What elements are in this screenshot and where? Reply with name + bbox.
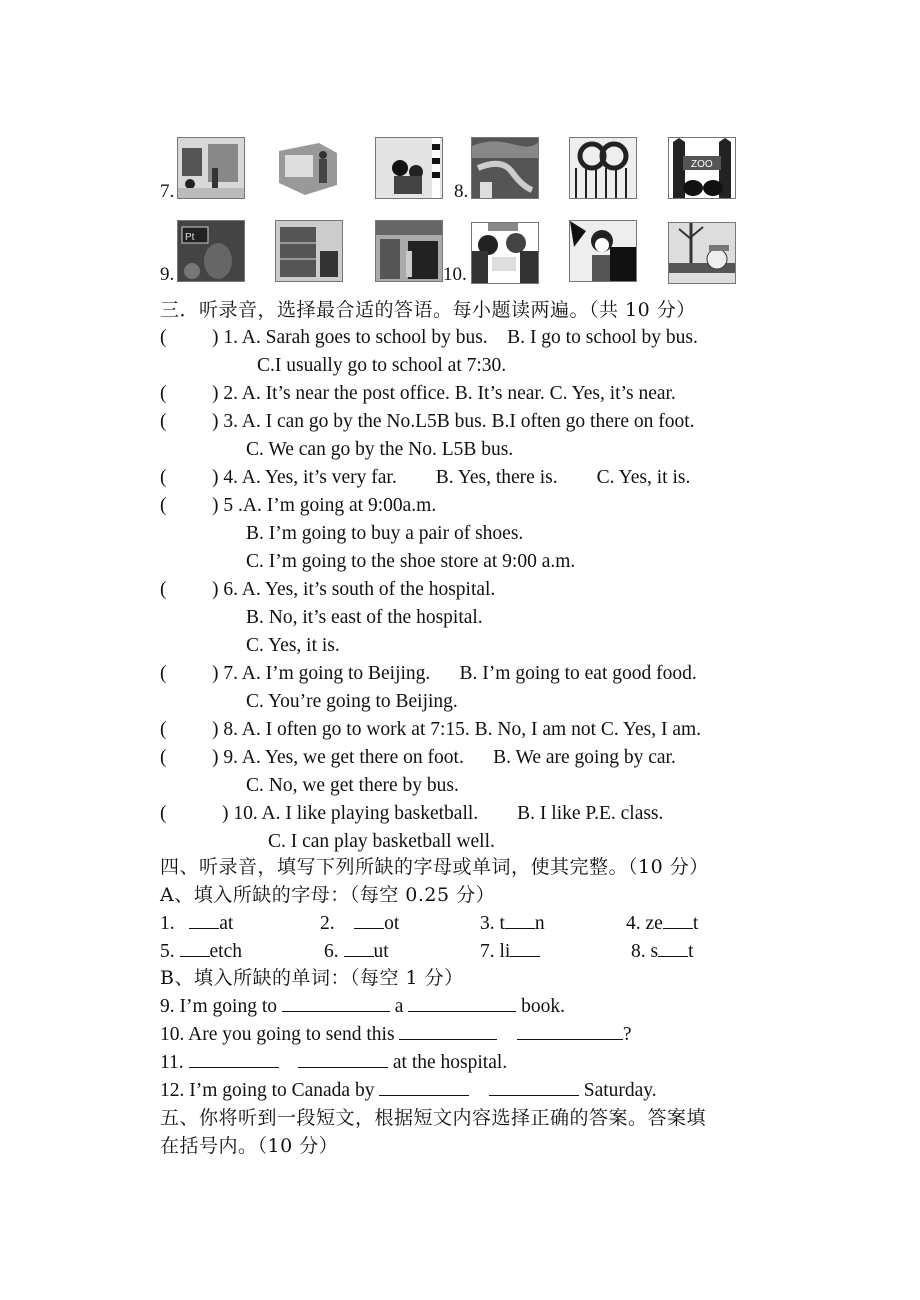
word-item-12: 12. I’m going to Canada by Saturday. — [160, 1077, 657, 1105]
letter-blank[interactable] — [658, 938, 688, 957]
word-blank[interactable] — [282, 993, 390, 1012]
word-blank[interactable] — [489, 1077, 579, 1096]
word-item-9: 9. I’m going to a book. — [160, 993, 565, 1021]
letter-item-3: 3. t n — [480, 910, 545, 938]
question-1: ( ) 1. A. Sarah goes to school by bus. B. I go to school by bus. — [160, 324, 698, 352]
svg-text:Pt: Pt — [185, 232, 195, 243]
question-6: ( ) 6. A. Yes, it’s south of the hospital. — [160, 576, 495, 604]
question-5-option-b: B. I’m going to buy a pair of shoes. — [246, 523, 524, 544]
question-5-option-c: C. I’m going to the shoe store at 9:00 a.m. — [246, 551, 576, 572]
picture-store-front — [375, 220, 443, 282]
picture-zoo-gate — [668, 137, 736, 199]
answer-paren[interactable]: ( — [160, 719, 167, 740]
question-2: ( ) 2. A. It’s near the post office. B. It’s near. C. Yes, it’s near. — [160, 380, 676, 408]
item-number-7: 7. — [160, 181, 175, 202]
section-4b-title: B、填入所缺的单词：（每空 1 分） — [160, 967, 464, 989]
svg-text:ZOO: ZOO — [691, 159, 713, 170]
answer-paren[interactable]: ( — [160, 747, 167, 768]
section-3-title: 三．听录音，选择最合适的答语。每小题读两遍。（共 10 分） — [160, 299, 696, 321]
answer-paren[interactable]: ( — [160, 411, 167, 432]
picture-row-9-10 — [160, 220, 760, 290]
picture-pet-shop — [177, 220, 245, 282]
question-7: ( ) 7. A. I’m going to Beijing. B. I’m going to eat good food. — [160, 660, 697, 688]
letter-item-7: 7. li — [480, 938, 540, 966]
answer-paren[interactable]: ( — [160, 327, 167, 348]
word-blank[interactable] — [189, 1049, 279, 1068]
section-4a-title: A、填入所缺的字母：（每空 0.25 分） — [160, 884, 496, 906]
item-number-10: 10. — [443, 264, 467, 285]
answer-paren[interactable]: ( — [160, 579, 167, 600]
word-blank[interactable] — [379, 1077, 469, 1096]
question-3-option-c: C. We can go by the No. L5B bus. — [246, 439, 514, 460]
picture-friends-table — [471, 222, 539, 284]
question-5: ( ) 5 .A. I’m going at 9:00a.m. — [160, 492, 436, 520]
question-6-option-b: B. No, it’s east of the hospital. — [246, 607, 483, 628]
picture-street-scene — [177, 137, 245, 199]
item-number-8: 8. — [454, 181, 469, 202]
picture-row-7-8 — [160, 135, 760, 205]
question-7-option-c: C. You’re going to Beijing. — [246, 691, 458, 712]
picture-roller-coaster — [569, 137, 637, 199]
word-blank[interactable] — [399, 1021, 497, 1040]
letter-item-5: 5. etch — [160, 938, 242, 966]
letter-blank[interactable] — [344, 938, 374, 957]
picture-crossing-kids — [375, 137, 443, 199]
letter-item-6: 6. ut — [324, 938, 389, 966]
letter-blank[interactable] — [189, 910, 219, 929]
letter-blank[interactable] — [663, 910, 693, 929]
question-6-option-c: C. Yes, it is. — [246, 635, 340, 656]
word-item-11: 11. at the hospital. — [160, 1049, 507, 1077]
letter-item-8: 8. s t — [631, 938, 694, 966]
letter-blank[interactable] — [180, 938, 210, 957]
letter-blank[interactable] — [354, 910, 384, 929]
letter-blank[interactable] — [505, 910, 535, 929]
picture-boy-tree — [668, 222, 736, 284]
question-3: ( ) 3. A. I can go by the No.L5B bus. B.I often go there on foot. — [160, 408, 695, 436]
section-5-title-line2: 在括号内。（10 分） — [160, 1135, 339, 1157]
letter-item-2: 2. ot — [320, 910, 399, 938]
answer-paren[interactable]: ( — [160, 495, 167, 516]
picture-building-boy — [275, 137, 341, 197]
question-9: ( ) 9. A. Yes, we get there on foot. B. We are going by car. — [160, 744, 676, 772]
question-8: ( ) 8. A. I often go to work at 7:15. B. No, I am not C. Yes, I am. — [160, 716, 701, 744]
item-number-9: 9. — [160, 264, 175, 285]
word-blank[interactable] — [408, 993, 516, 1012]
question-10: ( ) 10. A. I like playing basketball. B. I like P.E. class. — [160, 800, 663, 828]
section-5-title-line1: 五、你将听到一段短文，根据短文内容选择正确的答案。答案填 — [160, 1107, 707, 1129]
picture-shop-shelf — [275, 220, 343, 282]
answer-paren[interactable]: ( — [160, 383, 167, 404]
word-blank[interactable] — [517, 1021, 623, 1040]
word-item-10: 10. Are you going to send this ? — [160, 1021, 632, 1049]
letter-item-1: 1. at — [160, 910, 233, 938]
picture-great-wall — [471, 137, 539, 199]
letter-blank[interactable] — [510, 938, 540, 957]
answer-paren[interactable]: ( — [160, 663, 167, 684]
section-4-title: 四、听录音，填写下列所缺的字母或单词，使其完整。（10 分） — [160, 856, 709, 878]
question-4: ( ) 4. A. Yes, it’s very far. B. Yes, there is. C. Yes, it is. — [160, 464, 690, 492]
picture-girl-plant — [569, 220, 637, 282]
question-10-option-c: C. I can play basketball well. — [268, 831, 495, 852]
answer-paren[interactable]: ( — [160, 803, 167, 824]
question-1-option-c: C.I usually go to school at 7:30. — [257, 355, 507, 376]
word-blank[interactable] — [298, 1049, 388, 1068]
answer-paren[interactable]: ( — [160, 467, 167, 488]
letter-item-4: 4. ze t — [626, 910, 698, 938]
question-9-option-c: C. No, we get there by bus. — [246, 775, 459, 796]
